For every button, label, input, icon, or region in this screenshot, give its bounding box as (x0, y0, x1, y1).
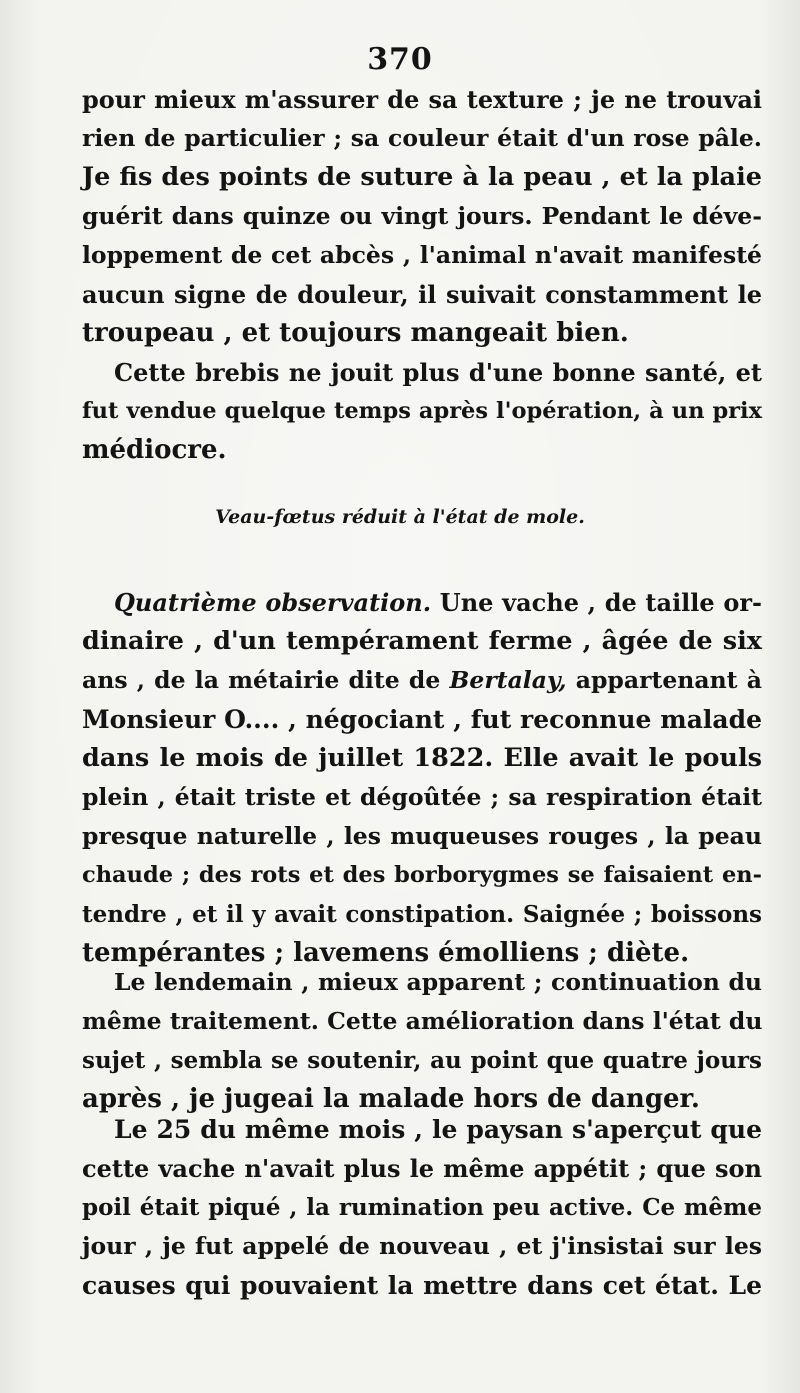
text-line: après , je jugeai la malade hors de danger. (82, 1084, 700, 1114)
text-line: tendre , et il y avait constipation. Saignée ; boissons (82, 901, 762, 928)
text-line: chaude ; des rots et des borborygmes se faisaient en- (82, 862, 762, 888)
paragraph-5 (82, 1110, 762, 1305)
text-line: guérit dans quinze ou vingt jours. Pendant le déve- (82, 202, 762, 230)
paragraph-4 (82, 963, 762, 1119)
page-number: 370 (367, 42, 433, 77)
text-line: fut vendue quelque temps après l'opération, à un prix (82, 398, 762, 424)
text-line: Cette brebis ne jouit plus d'une bonne santé, et (114, 358, 762, 387)
text-line: rien de particulier ; sa couleur était d'un rose pâle. (82, 124, 762, 152)
text-line: plein , était triste et dégoûtée ; sa respiration était (82, 783, 762, 811)
text-line: jour , je fut appelé de nouveau , et j'insistai sur les (82, 1232, 762, 1260)
text-line: pour mieux m'assurer de sa texture ; je ne trouvai (82, 85, 762, 114)
paragraph-2 (82, 353, 762, 470)
text-line: aucun signe de douleur, il suivait constamment le (82, 280, 762, 309)
observation-first-line (82, 583, 762, 622)
text-line: Je fis des points de suture à la peau , et la plaie (82, 162, 762, 192)
text-line: Le 25 du même mois , le paysan s'aperçut que (114, 1115, 762, 1144)
text-line: médiocre. (82, 435, 227, 465)
text-line: dinaire , d'un tempérament ferme , âgée de six (82, 626, 762, 656)
text-line: dans le mois de juillet 1822. Elle avait le pouls (82, 743, 762, 773)
text-line: troupeau , et toujours mangeait bien. (82, 318, 629, 348)
observation-paragraph (82, 583, 762, 973)
text-line: causes qui pouvaient la mettre dans cet état. Le (82, 1271, 762, 1300)
text-line: tempérantes ; lavemens émolliens ; diète. (82, 938, 690, 968)
observation-heading: Quatrième observation. (114, 588, 432, 617)
text-fragment: appartenant à (566, 666, 762, 694)
text-line: Le lendemain , mieux apparent ; continuation du (114, 968, 762, 996)
text-line: presque naturelle , les muqueuses rouges , la peau (82, 822, 762, 850)
paragraph-1 (82, 80, 762, 353)
text-fragment: ans , de la métairie dite de (82, 666, 450, 694)
text-line: loppement de cet abcès , l'animal n'avait manifesté (82, 241, 762, 269)
text-line: cette vache n'avait plus le même appétit ; que son (82, 1154, 762, 1183)
text-line: sujet , sembla se soutenir, au point que quatre jours (82, 1047, 762, 1074)
text-line: même traitement. Cette amélioration dans l'état du (82, 1007, 763, 1035)
text-line: poil était piqué , la rumination peu active. Ce même (82, 1194, 762, 1221)
text-line (82, 661, 762, 700)
section-subtitle: Veau-fœtus réduit à l'état de mole. (215, 506, 585, 528)
text-fragment: Une vache , de taille or- (431, 588, 762, 617)
text-line: Monsieur O.... , négociant , fut reconnue malade (82, 705, 762, 734)
place-name: Bertalay, (449, 666, 567, 694)
